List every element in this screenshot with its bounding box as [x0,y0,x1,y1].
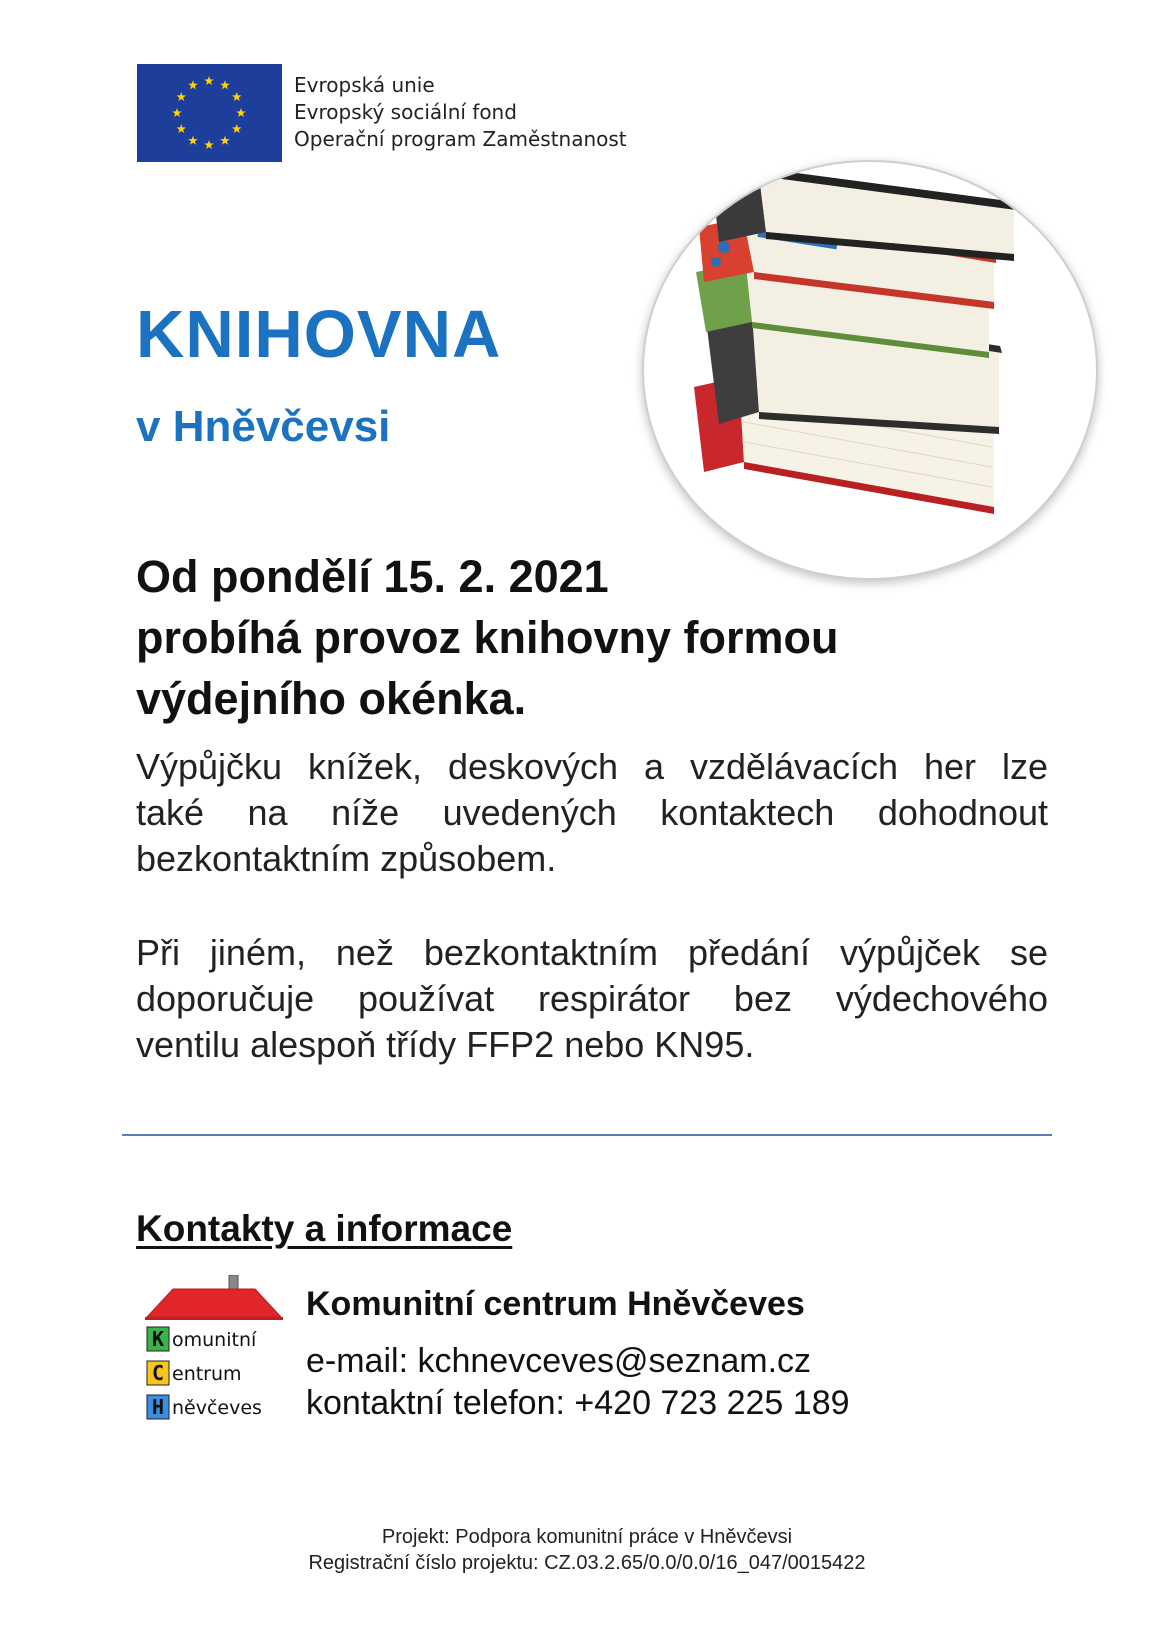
logo-k-letter: K [152,1327,165,1351]
page-title: KNIHOVNA [136,297,502,372]
logo-c-rest: entrum [172,1363,242,1385]
eu-star-icon [204,140,214,149]
email-line [306,1342,811,1381]
eu-star-icon [177,124,187,133]
eu-star-icon [220,136,230,145]
paragraph-loans-line-3: bezkontaktním způsobem. [136,838,557,879]
books-image [642,160,1098,580]
eu-line-2: Evropský sociální fond [294,100,517,124]
email-label: e-mail: [306,1342,418,1380]
eu-star-icon [188,80,198,89]
eu-star-icon [232,124,242,133]
eu-stars-icon [137,64,282,162]
paragraph-respirator-line-1: Při jiném, než bezkontaktním předání výpůjček se [136,932,1048,973]
footer [0,1524,1174,1576]
headline-line-2: probíhá provoz knihovny formou [136,612,839,663]
house-logo-icon [145,1275,283,1425]
eu-star-icon [232,92,242,101]
eu-star-icon [177,92,187,101]
footer-registration: Registrační číslo projektu: CZ.03.2.65/0.0/0.0/16_047/0015422 [308,1552,866,1574]
headline-line-3: výdejního okénka. [136,673,527,724]
paragraph-respirator [136,930,1048,1068]
org-name: Komunitní centrum Hněvčeves [306,1285,805,1323]
eu-flag [137,64,282,162]
community-center-logo [145,1275,283,1425]
contacts-heading: Kontakty a informace [136,1208,513,1249]
paragraph-loans-line-1: Výpůjčku knížek, deskových a vzdělávacích her lze [136,746,1048,787]
eu-line-3: Operační program Zaměstnanost [294,127,627,151]
logo-h-letter: H [152,1395,165,1419]
logo-c-letter: C [152,1361,165,1385]
eu-text-block [294,72,627,153]
headline-line-1: Od pondělí 15. 2. 2021 [136,551,609,602]
book-stack-icon [644,162,1096,578]
headline [136,546,1066,729]
footer-project: Projekt: Podpora komunitní práce v Hněvčevsi [381,1526,793,1548]
email-address[interactable]: kchnevceves@seznam.cz [417,1342,812,1380]
phone-number[interactable]: +420 723 225 189 [574,1384,850,1422]
divider [122,1134,1052,1136]
eu-star-icon [172,108,182,117]
page-subtitle: v Hněvčevsi [136,402,391,451]
paragraph-respirator-line-3: ventilu alespoň třídy FFP2 nebo KN95. [136,1024,755,1065]
eu-star-icon [188,136,198,145]
eu-star-icon [236,108,246,117]
eu-line-1: Evropská unie [294,73,435,97]
phone-line [306,1384,850,1423]
phone-label: kontaktní telefon: [306,1384,575,1422]
paragraph-respirator-line-2: doporučuje používat respirátor bez výdechového [136,978,1048,1019]
paragraph-loans [136,744,1048,882]
eu-star-icon [220,80,230,89]
logo-h-rest: něvčeves [172,1397,262,1419]
logo-k-rest: omunitní [172,1329,257,1351]
paragraph-loans-line-2: také na níže uvedených kontaktech dohodnout [136,792,1048,833]
eu-star-icon [204,76,214,85]
